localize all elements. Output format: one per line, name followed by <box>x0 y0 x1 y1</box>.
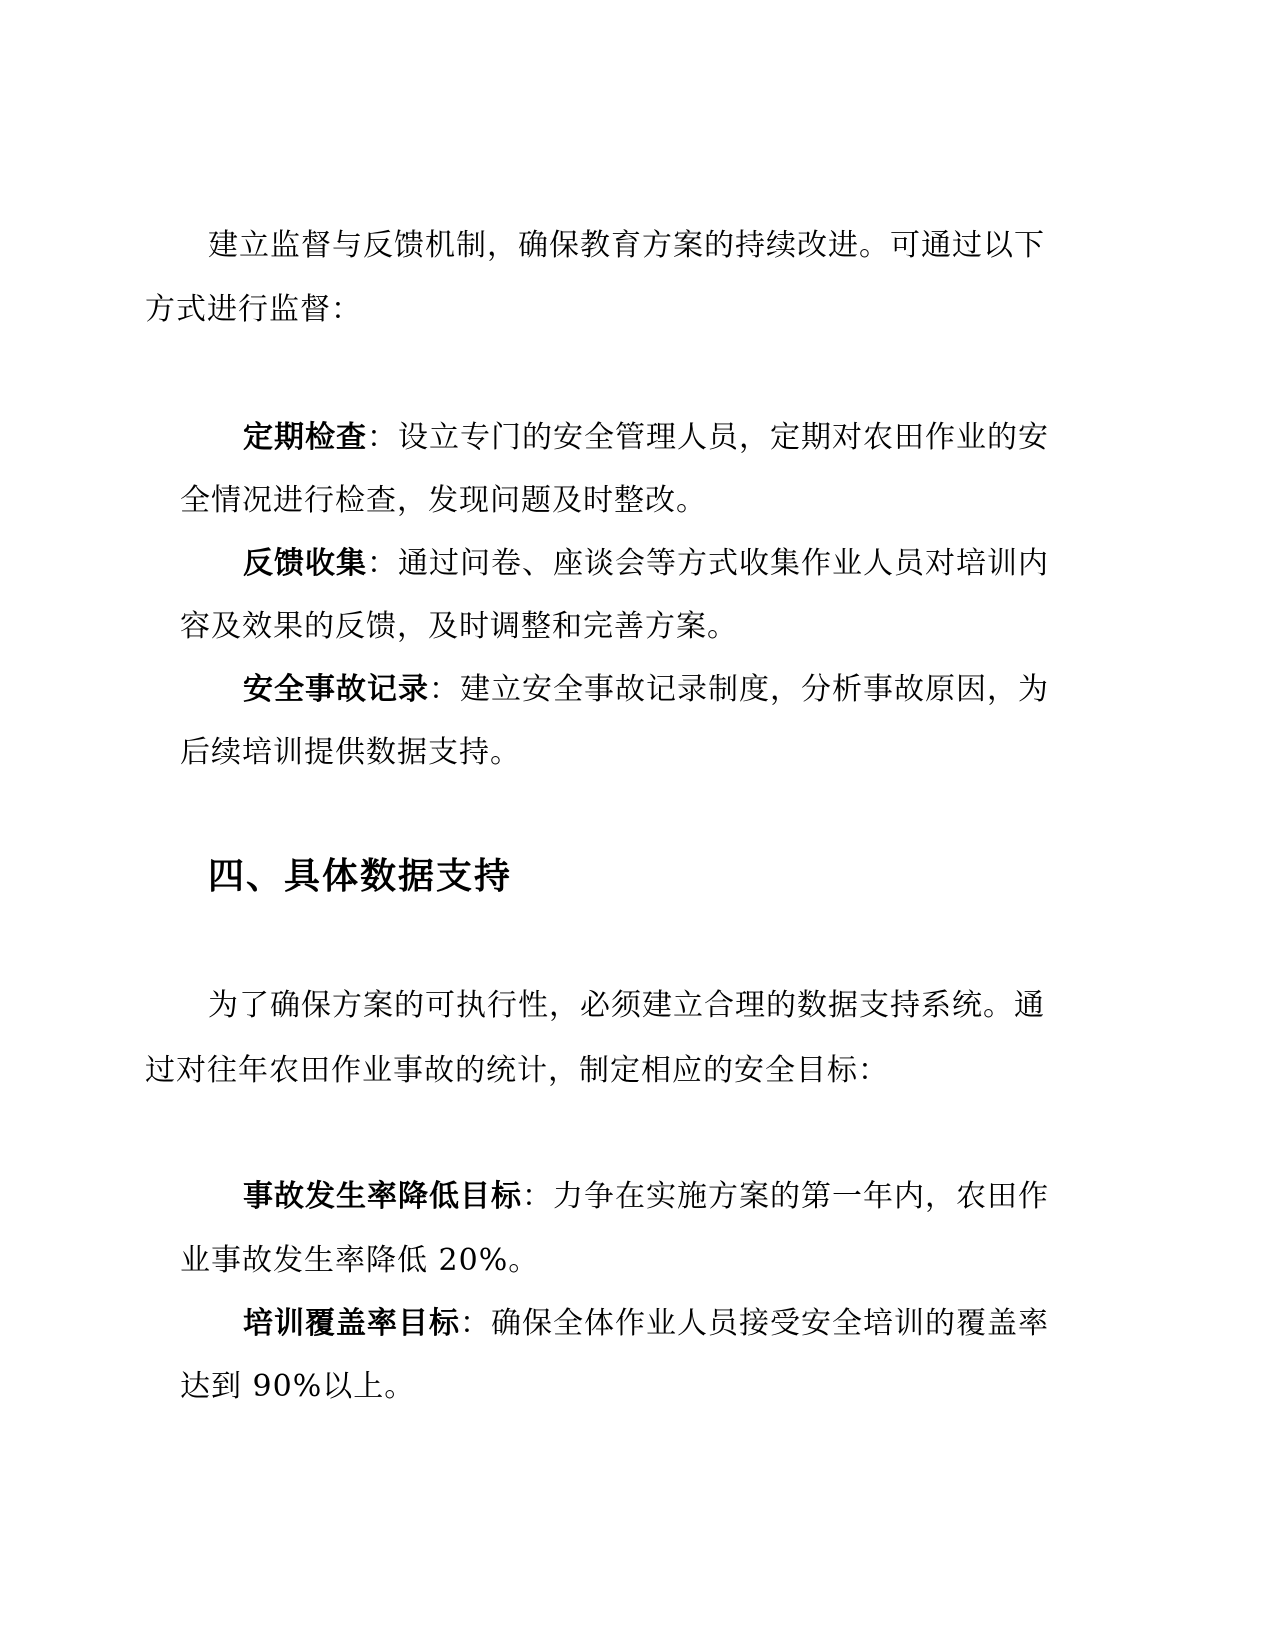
item-separator: ： <box>460 1306 491 1341</box>
item-separator: ： <box>429 672 460 707</box>
item-text-continued: 容及效果的反馈，及时调整和完善方案。 <box>180 609 738 644</box>
intro-line-2: 方式进行监督： <box>145 292 362 327</box>
item-text: 确保全体作业人员接受安全培训的覆盖率 <box>491 1306 1049 1341</box>
item-text-continued: 业事故发生率降低 20%。 <box>180 1243 540 1278</box>
goal-item <box>243 1304 1049 1344</box>
item-separator: ： <box>367 420 398 455</box>
data-intro-line-1: 为了确保方案的可执行性，必须建立合理的数据支持系统。通 <box>208 988 1045 1023</box>
item-text-continued: 达到 90%以上。 <box>180 1369 416 1404</box>
supervision-item <box>243 418 1049 458</box>
supervision-item <box>243 670 1049 710</box>
item-title: 事故发生率降低目标 <box>243 1179 522 1214</box>
supervision-item <box>243 544 1049 584</box>
item-text: 通过问卷、座谈会等方式收集作业人员对培训内 <box>398 546 1049 581</box>
item-title: 定期检查 <box>243 420 367 455</box>
intro-line-1: 建立监督与反馈机制，确保教育方案的持续改进。可通过以下 <box>208 228 1045 263</box>
goal-item <box>243 1177 1049 1217</box>
item-title: 反馈收集 <box>243 546 367 581</box>
section-heading: 四、具体数据支持 <box>208 856 513 897</box>
item-text-continued: 后续培训提供数据支持。 <box>180 735 521 770</box>
item-text: 设立专门的安全管理人员，定期对农田作业的安 <box>398 420 1049 455</box>
item-text: 建立安全事故记录制度，分析事故原因，为 <box>460 672 1049 707</box>
item-text: 力争在实施方案的第一年内，农田作 <box>553 1179 1049 1214</box>
item-title: 安全事故记录 <box>243 672 429 707</box>
item-separator: ： <box>522 1179 553 1214</box>
item-text-continued: 全情况进行检查，发现问题及时整改。 <box>180 483 707 518</box>
data-intro-line-2: 过对往年农田作业事故的统计，制定相应的安全目标： <box>145 1053 889 1088</box>
item-title: 培训覆盖率目标 <box>243 1306 460 1341</box>
item-separator: ： <box>367 546 398 581</box>
